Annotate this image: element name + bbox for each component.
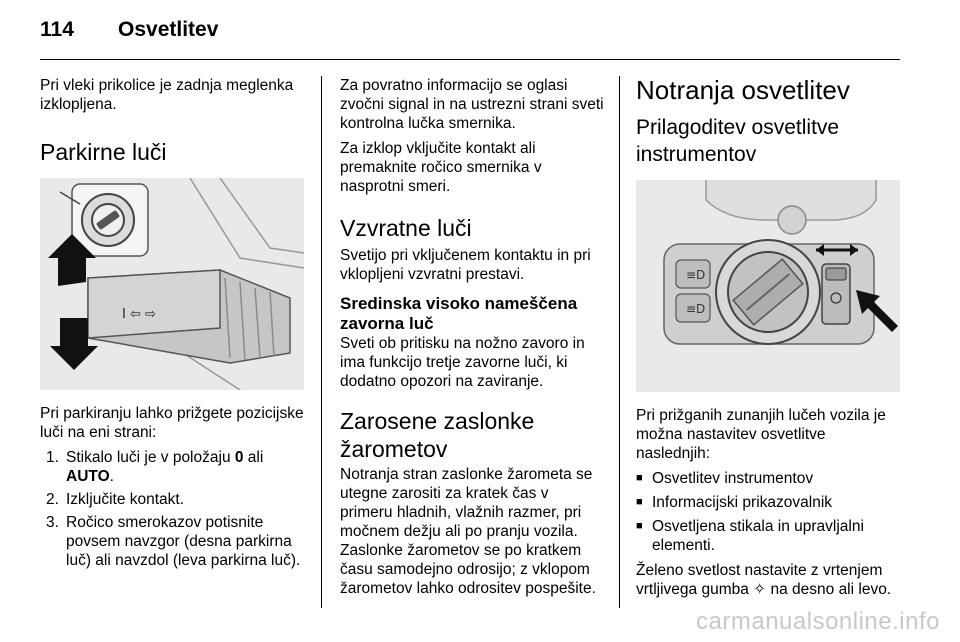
- list-item: ■ Informacijski prikazovalnik: [636, 493, 902, 512]
- step-item: [40, 490, 304, 509]
- switch-off-text: Za izklop vključite kontakt ali premaknite ročico smernika v nasprotni smeri.: [340, 140, 542, 195]
- column-divider: [619, 76, 620, 608]
- column-divider: [321, 76, 322, 608]
- turn-signal-lever-illustration: [40, 178, 304, 390]
- parking-steps: [40, 448, 304, 570]
- illumination-intro: Pri prižganih zunanjih lučeh vozila je možna nastavitev osvetlitve naslednjih:: [636, 407, 886, 462]
- column-right: [636, 76, 902, 605]
- step-number: 3.: [46, 514, 59, 531]
- dimmer-text: Želeno svetlost nastavite z vrtenjem vrtljivega gumba: [636, 562, 883, 598]
- column-middle: [340, 76, 605, 604]
- step-item: [40, 513, 304, 570]
- step-text: ali: [243, 449, 264, 466]
- fogged-lenses-heading: Zarosene zaslonke žarometov: [340, 408, 535, 462]
- chapter-title: Osvetlitev: [118, 18, 219, 41]
- reverse-lights-text: Svetijo pri vključenem kontaktu in pri vklopljeni vzvratni prestavi.: [340, 247, 591, 283]
- svg-text:I ⇦ ⇨: I ⇦ ⇨: [122, 307, 156, 322]
- step-text: Izključite kontakt.: [66, 491, 185, 508]
- step-text: .: [109, 468, 114, 485]
- interior-lighting-heading: Notranja osvetlitev: [636, 75, 850, 105]
- instrument-illumination-heading: Prilagoditev osvetlitve instrumentov: [636, 116, 840, 166]
- parking-intro: Pri parkiranju lahko prižgete pozicijske luči na eni strani:: [40, 405, 304, 441]
- dimmer-text: na desno ali levo.: [766, 581, 892, 598]
- switch-position-0: 0: [234, 449, 244, 466]
- switch-position-auto: AUTO: [66, 468, 110, 485]
- header-rule: [40, 59, 900, 60]
- light-switch-drawing: [636, 180, 900, 392]
- brake-light-heading: Sredinska visoko nameščena zavorna luč: [340, 294, 578, 333]
- column-left: [40, 76, 304, 574]
- svg-text:≡D: ≡D: [686, 302, 706, 316]
- step-item: [40, 448, 304, 486]
- brake-light-text: Sveti ob pritisku na nožno zavoro in ima funkcijo tretje zavorne luči, ki dodatno opozori na zaviranje.: [340, 335, 585, 390]
- svg-text:≡D: ≡D: [686, 268, 706, 282]
- reverse-lights-heading: Vzvratne luči: [340, 215, 472, 241]
- step-number: 1.: [46, 449, 59, 466]
- page-number: 114: [40, 18, 74, 41]
- illumination-list: [636, 469, 902, 555]
- lever-drawing: [40, 178, 304, 390]
- dimmer-icon: ✧: [753, 581, 767, 598]
- towing-note: Pri vleki prikolice je zadnja meglenka izklopljena.: [40, 77, 294, 113]
- step-number: 2.: [46, 491, 59, 508]
- parking-lights-heading: Parkirne luči: [40, 139, 167, 165]
- watermark: carmanualsonline.info: [696, 608, 940, 635]
- list-item: ■ Osvetlitev instrumentov: [636, 469, 902, 488]
- step-text: Ročico smerokazov potisnite povsem navzgor (desna parkirna luč) ali navzdol (leva parkirna luč).: [66, 514, 301, 569]
- dimmer-instruction: [636, 561, 902, 599]
- light-switch-illustration: [636, 180, 900, 392]
- fogged-lenses-text: Notranja stran zaslonke žarometa se utegne zarositi za kratek čas v primeru hladnih, vlažnih razmer, pri močnem dežju ali po pranju vozila. Zaslonke žarometov se po kratkem času samodejno odrosijo; z vklopom žarometov lahko odrositev pospešite.: [340, 466, 596, 597]
- feedback-text: Za povratno informacijo se oglasi zvočni signal in na ustrezni strani sveti kontrolna lučka smernika.: [340, 77, 604, 132]
- step-text: Stikalo luči je v položaju: [66, 449, 235, 466]
- list-item: ■ Osvetljena stikala in upravljalni elementi.: [636, 517, 902, 555]
